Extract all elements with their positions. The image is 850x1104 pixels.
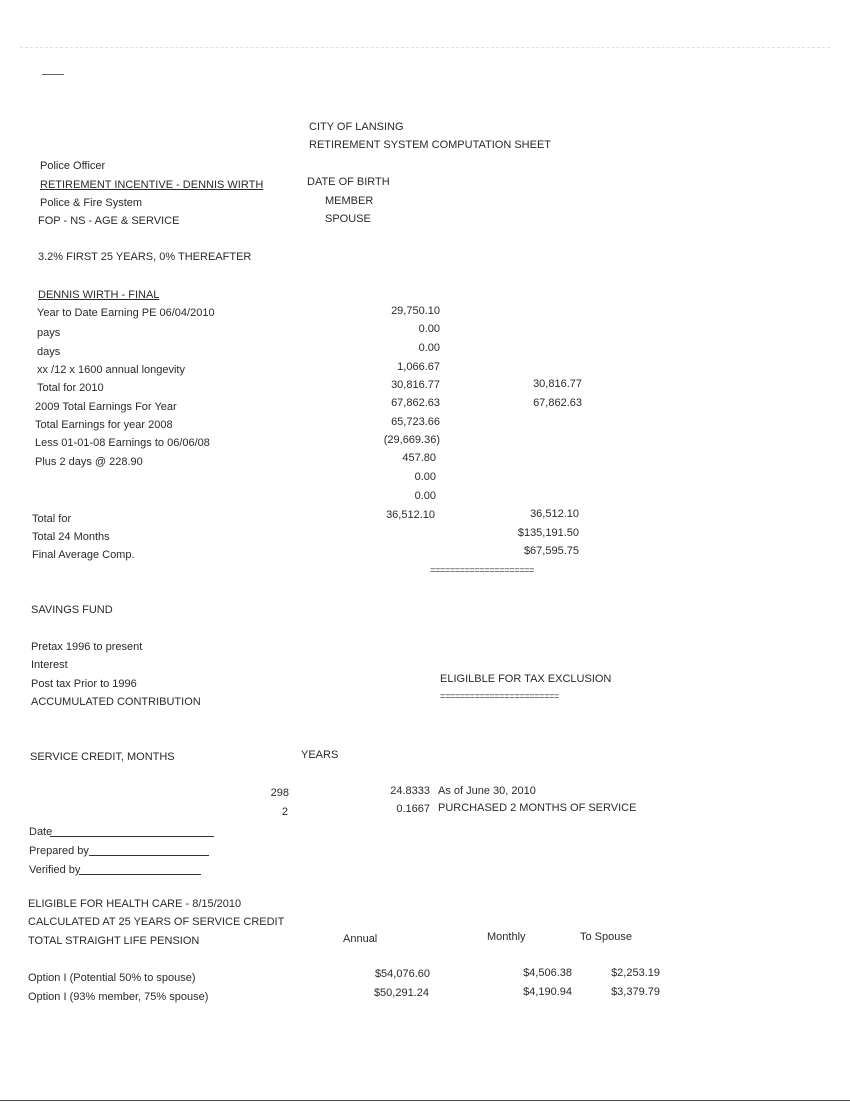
health-care-eligibility: ELIGIBLE FOR HEALTH CARE - 8/15/2010: [28, 898, 242, 910]
earnings-value-col2: 67,862.63: [533, 397, 582, 409]
service-years: 0.1667: [396, 803, 430, 815]
option-annual: $50,291.24: [373, 987, 429, 999]
earnings-label: Plus 2 days @ 228.90: [35, 456, 143, 468]
fac-label: Final Average Comp.: [32, 549, 135, 561]
prepared-blank-line: [89, 855, 209, 856]
scan-dashed-line: [20, 47, 830, 48]
total-24-label: Total 24 Months: [32, 531, 110, 543]
earnings-title: DENNIS WIRTH - FINAL: [38, 289, 160, 301]
earnings-label: xx /12 x 1600 annual longevity: [37, 364, 185, 376]
option-spouse: $2,253.19: [611, 967, 660, 979]
earnings-value: (29,669.36): [383, 434, 440, 446]
scan-mark: [42, 74, 64, 75]
service-years: 24.8333: [390, 785, 430, 797]
total-double-rule: =====================: [430, 565, 535, 575]
earnings-label: Less 01-01-08 Earnings to 06/06/08: [35, 437, 210, 449]
option-monthly: $4,506.38: [523, 967, 572, 979]
earnings-value: 0.00: [414, 490, 436, 502]
service-note: PURCHASED 2 MONTHS OF SERVICE: [438, 802, 637, 814]
option-label: Option I (Potential 50% to spouse): [28, 972, 196, 984]
col-monthly: Monthly: [487, 931, 526, 943]
total-for-value-col2: 36,512.10: [530, 508, 579, 520]
earnings-value: 0.00: [414, 471, 436, 483]
earnings-value: 0.00: [418, 323, 440, 335]
earnings-label: Total Earnings for year 2008: [35, 419, 173, 431]
incentive-title: RETIREMENT INCENTIVE - DENNIS WIRTH: [40, 179, 264, 191]
earnings-label: Total for 2010: [37, 382, 104, 394]
earnings-value: 29,750.10: [391, 305, 440, 317]
earnings-value: 1,066.67: [397, 361, 440, 373]
spouse-label: SPOUSE: [325, 213, 371, 225]
fac-value: $67,595.75: [523, 545, 579, 557]
page-bottom-edge: [0, 1100, 850, 1101]
option-spouse: $3,379.79: [611, 986, 660, 998]
earnings-value: 67,862.63: [391, 397, 440, 409]
service-months: 298: [270, 787, 289, 799]
earnings-value: 0.00: [418, 342, 440, 354]
member-label: MEMBER: [325, 195, 374, 207]
earnings-label: days: [37, 346, 61, 358]
savings-pretax: Pretax 1996 to present: [31, 641, 143, 653]
col-to-spouse: To Spouse: [580, 931, 632, 943]
position: Police Officer: [40, 160, 106, 172]
service-months: 2: [281, 806, 288, 818]
earnings-label: pays: [37, 327, 61, 339]
dob-label: DATE OF BIRTH: [307, 176, 390, 188]
savings-title: SAVINGS FUND: [31, 604, 113, 616]
total-for-label: Total for: [32, 513, 72, 525]
plan-name: FOP - NS - AGE & SERVICE: [38, 215, 180, 227]
date-label: Date: [29, 826, 53, 838]
option-annual: $54,076.60: [374, 968, 430, 980]
total-24-value: $135,191.50: [517, 527, 579, 539]
option-label: Option I (93% member, 75% spouse): [28, 991, 209, 1003]
system-name: Police & Fire System: [40, 197, 143, 209]
savings-posttax: Post tax Prior to 1996: [31, 678, 137, 690]
calc-basis: CALCULATED AT 25 YEARS OF SERVICE CREDIT: [28, 916, 285, 928]
earnings-value: 457.80: [402, 452, 436, 464]
earnings-label: Year to Date Earning PE 06/04/2010: [37, 307, 215, 319]
service-credit-label: SERVICE CREDIT, MONTHS: [30, 751, 175, 763]
multiplier: 3.2% FIRST 25 YEARS, 0% THEREAFTER: [38, 251, 252, 263]
total-for-value: 36,512.10: [386, 509, 435, 521]
savings-interest: Interest: [31, 659, 68, 671]
service-note: As of June 30, 2010: [438, 785, 536, 797]
straight-life-label: TOTAL STRAIGHT LIFE PENSION: [28, 935, 200, 947]
prepared-by-label: Prepared by: [29, 845, 89, 857]
col-annual: Annual: [343, 933, 378, 945]
years-label: YEARS: [301, 749, 339, 761]
date-blank-line: [50, 836, 214, 837]
savings-accumulated: ACCUMULATED CONTRIBUTION: [31, 696, 201, 708]
verified-by-label: Verified by: [29, 864, 81, 876]
verified-blank-line: [79, 874, 201, 875]
tax-exclusion-rule: ========================: [440, 691, 559, 701]
earnings-label: 2009 Total Earnings For Year: [35, 401, 177, 413]
option-monthly: $4,190.94: [523, 986, 572, 998]
tax-exclusion-label: ELIGILBLE FOR TAX EXCLUSION: [440, 673, 612, 685]
city-name: CITY OF LANSING: [309, 121, 404, 133]
sheet-title: RETIREMENT SYSTEM COMPUTATION SHEET: [309, 139, 552, 151]
earnings-value-col2: 30,816.77: [533, 378, 582, 390]
earnings-value: 65,723.66: [391, 416, 440, 428]
earnings-value: 30,816.77: [391, 379, 440, 391]
